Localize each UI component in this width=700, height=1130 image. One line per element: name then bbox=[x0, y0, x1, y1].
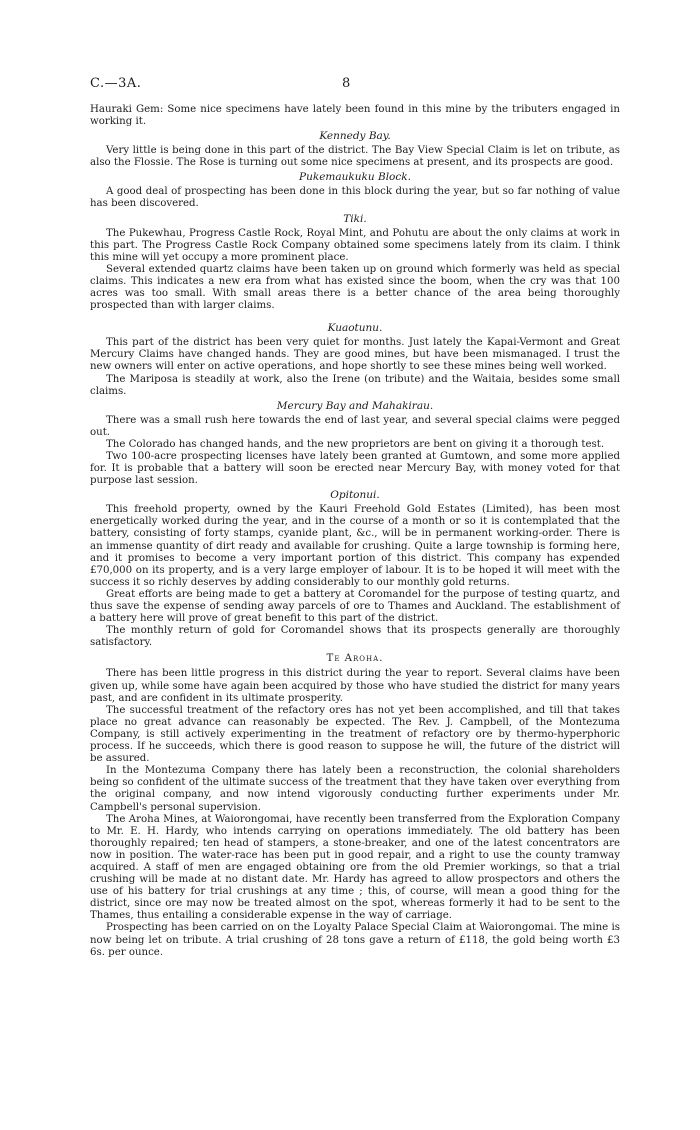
section-heading-opitonui: Opitonui. bbox=[330, 489, 380, 502]
paragraph: A good deal of prospecting has been done in this block during the year, but so far nothing of value has been discovered. bbox=[90, 186, 620, 210]
section-heading-pukemaukuku: Pukemaukuku Block. bbox=[299, 171, 411, 184]
report-reference: C.—3A. bbox=[90, 76, 142, 91]
section-heading-te-aroha: Te Aroha. bbox=[326, 653, 384, 665]
section-heading-kuaotunu: Kuaotunu. bbox=[327, 322, 383, 335]
page-header bbox=[90, 76, 620, 100]
paragraph: The Aroha Mines, at Waiorongomai, have recently been transferred from the Exploration Company to Mr. E. H. Hardy, who intends carrying on operations immediately. The old battery has been thoroughly repaired; ten head of stampers, a stone-breaker, and one of the latest concentrators are now in position. The water-race has been put in good repair, and a right to use the county tramway acquired. A staff of men are engaged obtaining ore from the old Premier workings, so that a trial crushing will be made at no distant date. Mr. Hardy has agreed to allow prospectors and others the use of his battery for trial crushings at any time ; this, of course, will mean a good thing for the district, since ore may now be treated almost on the spot, whereas formerly it had to be sent to the Thames, thus entailing a considerable expense in the way of carriage. bbox=[90, 813, 620, 922]
paragraph: Very little is being done in this part of the district. The Bay View Special Claim is let on tribute, as also the Flossie. The Rose is turning out some nice specimens at present, and its prospects are good. bbox=[90, 145, 620, 169]
page-number: 8 bbox=[342, 76, 351, 91]
paragraph: The Colorado has changed hands, and the new proprietors are bent on giving it a thorough test. bbox=[106, 438, 605, 450]
paragraph: Two 100-acre prospecting licenses have lately been granted at Gumtown, and some more applied for. It is probable that a battery will soon be erected near Mercury Bay, with money voted for that purpose last session. bbox=[90, 450, 620, 487]
paragraph: Great efforts are being made to get a battery at Coromandel for the purpose of testing quartz, and thus save the expense of sending away parcels of ore to Thames and Auckland. The establishment of a battery here will prove of great benefit to this part of the district. bbox=[90, 588, 620, 625]
paragraph: Several extended quartz claims have been taken up on ground which formerly was held as special claims. This indicates a new era from what has existed since the boom, when the cry was that 100 acres was too small. With small areas there is a better chance of the area being thoroughly prospected than with larger claims. bbox=[90, 263, 620, 312]
report-body bbox=[90, 104, 620, 959]
paragraph: This part of the district has been very quiet for months. Just lately the Kapai-Vermont and Great Mercury Claims have changed hands. They are good mines, but have been mismanaged. I trust the new owners will enter on active operations, and hope shortly to see these mines being well worked. bbox=[90, 337, 620, 373]
paragraph: The monthly return of gold for Coromandel shows that its prospects generally are thoroughly satisfactory. bbox=[90, 625, 620, 649]
paragraph-hauraki: Hauraki Gem: Some nice specimens have lately been found in this mine by the tributers engaged in working it. bbox=[90, 104, 620, 128]
section-heading-kennedy-bay: Kennedy Bay. bbox=[319, 130, 391, 143]
paragraph: The Pukewhau, Progress Castle Rock, Royal Mint, and Pohutu are about the only claims at work in this part. The Progress Castle Rock Company obtained some specimens lately from its claim. I think this mine will yet occupy a more prominent place. bbox=[90, 227, 620, 263]
paragraph: This freehold property, owned by the Kauri Freehold Gold Estates (Limited), has been most energetically worked during the year, and in the course of a month or so it is contemplated that the battery, consisting of forty stamps, cyanide plant, &c., will be in permanent working-order. There is an immense quantity of dirt ready and available for crushing. Quite a large township is forming here, and it promises to become a very important portion of this district. This company has expended £70,000 on its property, and is a very large employer of labour. It is to be hoped it will meet with the success it so richly deserves by adding considerably to our monthly gold returns. bbox=[90, 504, 620, 588]
paragraph: In the Montezuma Company there has lately been a reconstruction, the colonial shareholders being so confident of the ultimate success of the treatment that they have taken over everything from the original company, and now intend vigorously conducting further experiments under Mr. Campbell's personal supervision. bbox=[90, 765, 620, 813]
page bbox=[90, 76, 620, 959]
section-heading-mercury-bay: Mercury Bay and Mahakirau. bbox=[276, 399, 434, 412]
paragraph: There has been little progress in this district during the year to report. Several claims have been given up, while some have again been acquired by those who have studied the district for many years past, and are confident in its ultimate prosperity. bbox=[90, 668, 620, 704]
paragraph: The Mariposa is steadily at work, also the Irene (on tribute) and the Waitaia, besides some small claims. bbox=[90, 373, 620, 397]
paragraph: Prospecting has been carried on on the Loyalty Palace Special Claim at Waiorongomai. The mine is now being let on tribute. A trial crushing of 28 tons gave a return of £118, the gold being worth £3 6s. per ounce. bbox=[90, 922, 620, 958]
section-heading-tiki: Tiki. bbox=[343, 212, 367, 225]
paragraph: The successful treatment of the refactory ores has not yet been accomplished, and till that takes place no great advance can reasonably be expected. The Rev. J. Campbell, of the Montezuma Company, is still actively experimenting in the treatment of refactory ore by thermo-hyperphoric process. If he succeeds, which there is good reason to suppose he will, the future of the district will be assured. bbox=[90, 704, 620, 765]
paragraph: There was a small rush here towards the end of last year, and several special claims were pegged out. bbox=[90, 414, 620, 438]
